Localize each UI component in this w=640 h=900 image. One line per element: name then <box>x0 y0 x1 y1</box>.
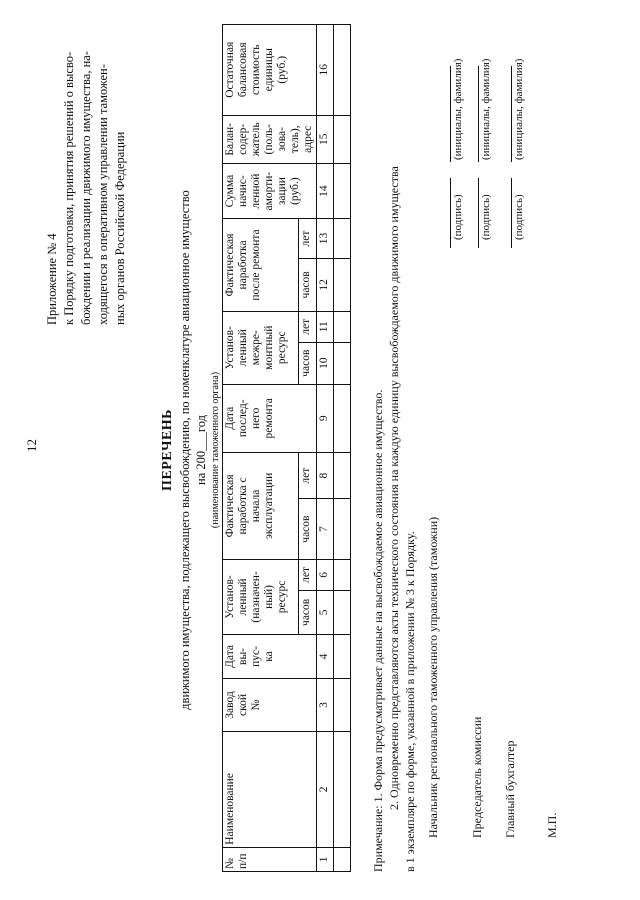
header-serial-number: Завод ской № <box>223 679 317 732</box>
column-number: 1 <box>317 847 334 871</box>
table-cell <box>334 342 351 384</box>
reporting-period: на 200___год <box>194 415 208 485</box>
subheader-hours: часов <box>299 590 317 634</box>
authority-caption: (наименование таможенного органа) <box>210 371 221 529</box>
name-line <box>464 66 479 162</box>
page-number: 12 <box>24 439 39 452</box>
table-cell <box>334 452 351 498</box>
stamp-mark: М.П. <box>545 812 559 838</box>
column-number-row <box>317 25 334 872</box>
table-cell <box>334 590 351 634</box>
subheader-hours: часов <box>299 258 317 311</box>
table-cell <box>334 219 351 259</box>
header-residual-value: Остаточная балансовая стоимость единицы (руб.) <box>223 25 317 116</box>
signature-caption: (подпись) <box>480 194 492 240</box>
subheader-hours: часов <box>299 342 317 384</box>
table-cell <box>334 559 351 590</box>
column-number: 2 <box>317 731 334 847</box>
document-subtitle: движимого имущества, подлежащего высвобождению, по номенклатуре авиационное имущество <box>178 190 192 710</box>
header-holder: Балан- содер- жатель (поль- зова- тель), адрес <box>223 115 317 164</box>
signature-label: Председатель комиссии <box>470 716 484 838</box>
column-number: 16 <box>317 25 334 116</box>
subheader-years: лет <box>299 219 317 259</box>
column-number: 13 <box>317 219 334 259</box>
subheader-hours: часов <box>299 499 317 560</box>
table-cell <box>334 258 351 311</box>
column-number: 11 <box>317 311 334 342</box>
column-number: 10 <box>317 342 334 384</box>
table-cell <box>334 634 351 678</box>
note-line: Примечание: 1. Форма предусматривает данные на высвобождаемое авиационное имущество. <box>371 389 385 872</box>
note-line: в 1 экземпляре по форме, указанной в приложении № 3 к Порядку. <box>403 531 417 872</box>
signature-caption: (подпись) <box>513 194 525 240</box>
name-line <box>436 66 451 162</box>
column-number: 14 <box>317 164 334 219</box>
appendix-line: к Порядку подготовки, принятия решений о высво- <box>62 51 76 325</box>
header-release-date: Дата вы- пус- ка <box>223 634 317 678</box>
name-caption: (инициалы, фамилия) <box>480 58 492 160</box>
column-number: 7 <box>317 499 334 560</box>
appendix-line: ходящегося в оперативном управлении таможен- <box>96 64 110 325</box>
document-title: ПЕРЕЧЕНЬ <box>160 409 175 491</box>
header-index: № п/п <box>223 847 317 871</box>
signature-label: Главный бухгалтер <box>503 740 517 838</box>
table-cell <box>334 384 351 452</box>
table-cell <box>334 164 351 219</box>
header-name: Наименование <box>223 731 317 847</box>
subheader-years: лет <box>299 559 317 590</box>
table-row <box>334 25 351 872</box>
column-number: 3 <box>317 679 334 732</box>
signature-label: Начальник регионального таможенного управления (таможни) <box>426 516 440 838</box>
table-cell <box>334 115 351 164</box>
table-cell <box>334 679 351 732</box>
name-caption: (инициалы, фамилия) <box>452 58 464 160</box>
table-cell <box>334 731 351 847</box>
subheader-years: лет <box>299 452 317 498</box>
column-number: 6 <box>317 559 334 590</box>
subheader-years: лет <box>299 311 317 342</box>
table-cell <box>334 311 351 342</box>
appendix-line: ных органов Российской Федерации <box>113 131 127 325</box>
column-number: 5 <box>317 590 334 634</box>
signature-caption: (подпись) <box>452 194 464 240</box>
header-overhaul-resource: Установ- ленный межре- монтный ресурс <box>223 311 299 384</box>
header-after-repair: Фактическая наработка после ремонта <box>223 219 299 312</box>
table-cell <box>334 847 351 871</box>
name-line <box>497 66 512 162</box>
header-actual-operation: Фактическая наработка с начала эксплуатации <box>223 452 299 559</box>
signature-line <box>497 178 512 248</box>
column-number: 8 <box>317 452 334 498</box>
appendix-line: бождении и реализации движимого имущества, на- <box>79 51 93 325</box>
name-caption: (инициалы, фамилия) <box>513 58 525 160</box>
signature-line <box>464 178 479 248</box>
column-number: 15 <box>317 115 334 164</box>
column-number: 4 <box>317 634 334 678</box>
table-cell <box>334 499 351 560</box>
signature-line <box>436 178 451 248</box>
property-list-table <box>222 24 351 872</box>
notes-block <box>370 12 418 872</box>
appendix-reference <box>44 25 129 325</box>
header-assigned-resource: Установ- ленный (назначен- ный) ресурс <box>223 559 299 634</box>
table-header-row <box>223 25 299 872</box>
note-line: 2. Одновременно представляются акты технического состояния на каждую единицу высвобождаемого движимого имущества <box>387 166 401 810</box>
header-depreciation: Сумма начис- ленной аморти- зации (руб.) <box>223 164 317 219</box>
column-number: 12 <box>317 258 334 311</box>
column-number: 9 <box>317 384 334 452</box>
header-last-repair-date: Дата послед- него ремонта <box>223 384 317 452</box>
appendix-line: Приложение № 4 <box>45 233 59 325</box>
table-cell <box>334 25 351 116</box>
